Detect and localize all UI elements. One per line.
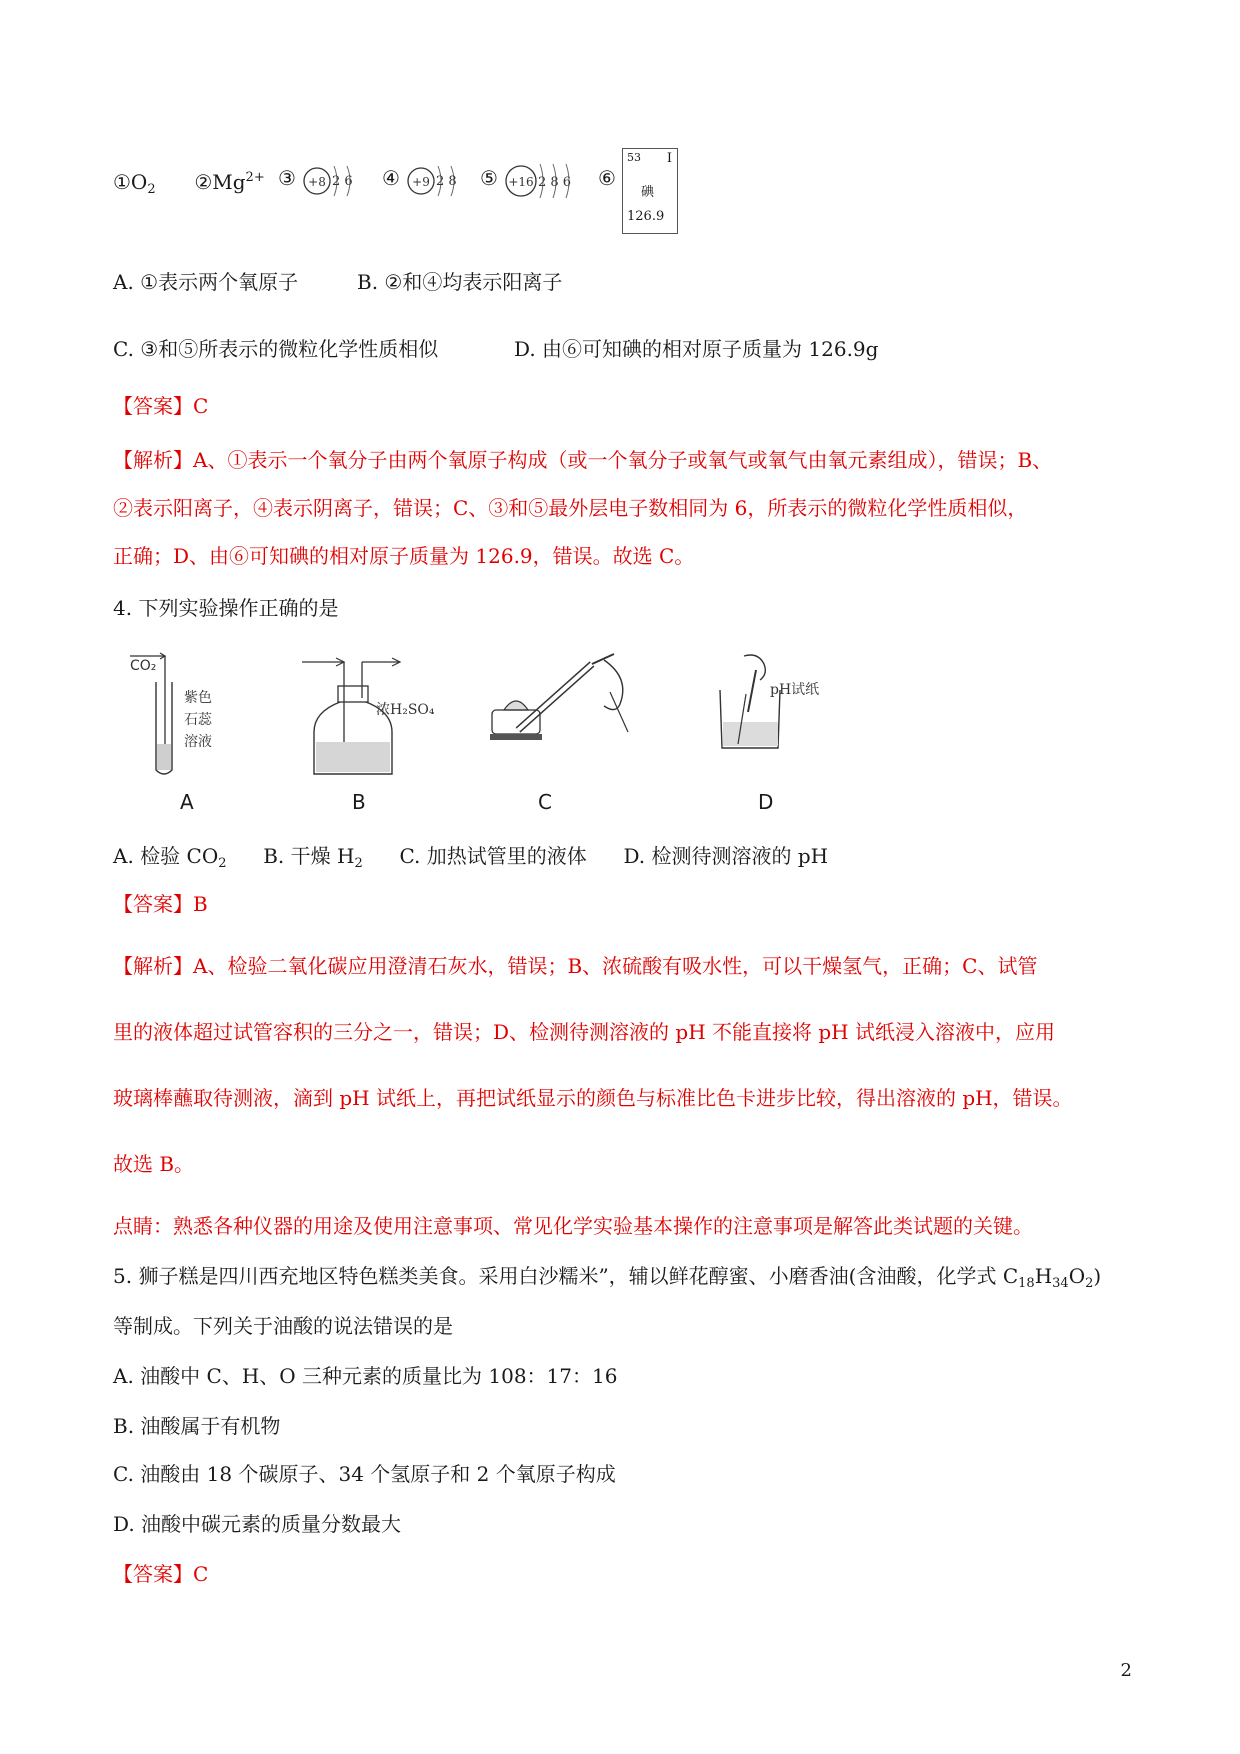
element-symbol: I xyxy=(666,151,672,166)
q4-answer: 【答案】B xyxy=(113,892,208,916)
atom-structure-3 xyxy=(300,160,372,202)
symbol-3-label: ③ xyxy=(278,166,296,190)
q3-option-c: C. ③和⑤所表示的微粒化学性质相似 xyxy=(113,337,439,361)
figure-c-caption: C xyxy=(538,790,552,814)
q4-analysis-line-3: 玻璃棒蘸取待测液，滴到 pH 试纸上，再把试纸显示的颜色与标准比色卡进步比较，得出溶液的 pH，错误。 xyxy=(113,1086,1073,1110)
q5-option-a: A. 油酸中 C、H、O 三种元素的质量比为 108：17：16 xyxy=(113,1364,618,1388)
q4-options-row xyxy=(113,842,828,878)
symbol-5-label: ⑤ xyxy=(480,166,498,190)
symbol-2: $②Mg^{2+}$ xyxy=(194,170,265,194)
q5-answer: 【答案】C xyxy=(113,1562,209,1586)
symbol-1: $①O_2$ xyxy=(113,170,156,197)
atom-structure-5 xyxy=(502,158,602,204)
acid-label: 浓H₂SO₄ xyxy=(376,702,435,718)
q4-analysis-line-4: 故选 B。 xyxy=(113,1152,195,1176)
q4-analysis-line-1: 【解析】A、检验二氧化碳应用澄清石灰水，错误；B、浓硫酸有吸水性，可以干燥氢气，正确；C、试管 xyxy=(113,954,1038,978)
litmus-label-1: 紫色 xyxy=(184,690,212,706)
q4-option-b: B. 干燥 $H_2$ xyxy=(263,844,363,871)
q4-tip: 点睛：熟悉各种仪器的用途及使用注意事项、常见化学实验基本操作的注意事项是解答此类试题的关键。 xyxy=(113,1214,1033,1238)
atom-structure-4 xyxy=(404,160,476,202)
q5-option-d: D. 油酸中碳元素的质量分数最大 xyxy=(113,1512,402,1536)
q3-option-b: B. ②和④均表示阳离子 xyxy=(357,270,563,294)
co2-label: CO₂ xyxy=(130,658,157,674)
element-card-iodine xyxy=(622,148,678,234)
figure-d-caption: D xyxy=(758,790,774,814)
figure-a-test-tube xyxy=(126,652,236,780)
q5-stem-line-1: 5. 狮子糕是四川西充地区特色糕类美食。采用白沙糯米”，辅以鲜花醇蜜、小磨香油(含油酸，化学式 $C_{18}H_{34}O_2$) xyxy=(113,1264,1102,1291)
q5-option-b: B. 油酸属于有机物 xyxy=(113,1414,281,1438)
atomic-mass: 126.9 xyxy=(627,209,665,224)
atomic-number: 53 xyxy=(627,151,641,164)
figure-c-heating xyxy=(480,648,640,748)
q4-analysis-line-2: 里的液体超过试管容积的三分之一，错误；D、检测待测溶液的 pH 不能直接将 pH 试纸浸入溶液中，应用 xyxy=(113,1020,1055,1044)
ph-paper-label: pH试纸 xyxy=(770,682,820,698)
litmus-label-2: 石蕊 xyxy=(184,712,212,728)
shells-3: 2 6 xyxy=(332,174,353,189)
symbol-4-label: ④ xyxy=(382,166,400,190)
nucleus-3: +8 xyxy=(308,175,326,189)
shells-5: 2 8 6 xyxy=(538,175,572,190)
q3-option-a: A. ①表示两个氧原子 xyxy=(113,270,299,294)
q4-stem: 4. 下列实验操作正确的是 xyxy=(113,596,339,620)
figure-d-ph-test xyxy=(712,650,862,754)
q3-option-d: D. 由⑥可知碘的相对原子质量为 126.9g xyxy=(514,337,879,361)
litmus-label-3: 溶液 xyxy=(184,734,212,750)
q3-analysis-line-3: 正确；D、由⑥可知碘的相对原子质量为 126.9，错误。故选 C。 xyxy=(113,544,695,568)
figure-b-caption: B xyxy=(352,790,366,814)
page-number: 2 xyxy=(1120,1660,1132,1681)
nucleus-5: +16 xyxy=(508,175,534,189)
figure-a-caption: A xyxy=(180,790,194,814)
q3-analysis-line-1: 【解析】A、①表示一个氧分子由两个氧原子构成（或一个氧分子或氧气或氧气由氧元素组成），错误；B、 xyxy=(113,448,1053,472)
q5-stem-line-2: 等制成。下列关于油酸的说法错误的是 xyxy=(113,1314,453,1338)
q3-answer: 【答案】C xyxy=(113,394,209,418)
q3-analysis-line-2: ②表示阳离子，④表示阴离子，错误；C、③和⑤最外层电子数相同为 6，所表示的微粒化学性质相似， xyxy=(113,496,1028,520)
nucleus-4: +9 xyxy=(412,175,430,189)
element-name: 碘 xyxy=(641,185,655,200)
q4-option-a: A. 检验 $CO_2$ xyxy=(113,844,227,871)
q4-option-d: D. 检测待测溶液的 pH xyxy=(623,844,829,868)
q4-option-c: C. 加热试管里的液体 xyxy=(399,844,587,868)
symbol-6-label: ⑥ xyxy=(598,166,616,190)
figure-b-gas-bottle xyxy=(300,652,450,782)
shells-4: 2 8 xyxy=(436,174,457,189)
symbol-row xyxy=(113,164,265,204)
q5-option-c: C. 油酸由 18 个碳原子、34 个氢原子和 2 个氧原子构成 xyxy=(113,1462,616,1486)
